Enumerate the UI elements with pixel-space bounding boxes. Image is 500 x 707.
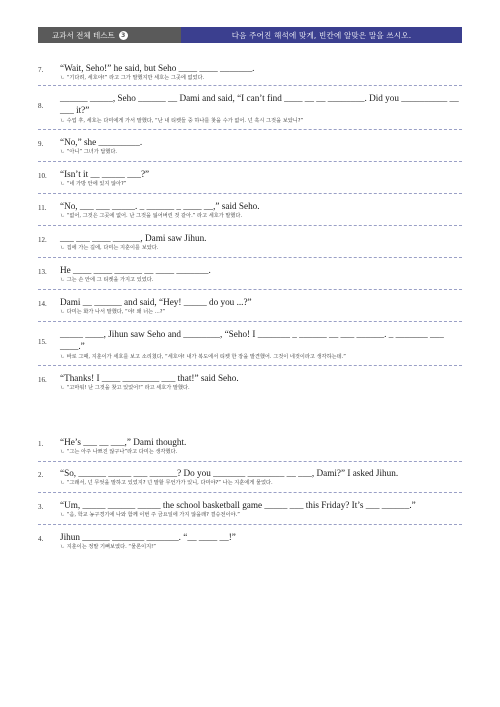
- question-translation: ㄴ “기다려, 세호야!” 라고 그가 말했지만 세호는 그곳에 없었다.: [60, 75, 205, 81]
- divider: [38, 257, 462, 258]
- test-title: 교과서 전체 테스트: [52, 30, 115, 40]
- question-translation: ㄴ 그는 손 안에 그 티켓을 가지고 있었다.: [60, 277, 154, 283]
- question-sentence: He ____ ____ ______ __ ____ _______.: [60, 265, 211, 275]
- divider: [38, 524, 462, 525]
- question-number: 3.: [38, 503, 44, 511]
- section-header: [38, 27, 462, 43]
- question-item: [38, 436, 462, 458]
- question-item: [38, 531, 462, 553]
- question-number: 11.: [38, 204, 47, 212]
- question-sentence: Dami __ ______ and said, “Hey! _____ do you ...?”: [60, 297, 252, 307]
- test-title-tab: [38, 27, 181, 43]
- question-number: 16.: [38, 376, 47, 384]
- question-sentence: “No, ___ ___ _____. _ ______ _ ____ __,” said Seho.: [60, 201, 260, 211]
- question-translation: ㄴ 지훈이는 정말 기뻐보였다. “물론이지!”: [60, 544, 156, 550]
- question-sentence: ______ _____, Seho ______ __ Dami and said, “I can’t find ____ __ __ ________. Did you __________ __ ___ it?”: [60, 93, 459, 115]
- question-number: 13.: [38, 268, 47, 276]
- question-number: 15.: [38, 338, 47, 346]
- question-translation: ㄴ 수업 후, 세호는 다미에게 가서 말했다, “난 내 티켓들 중 하나를 찾을 수가 없어. 넌 혹시 그것을 보았니?”: [60, 118, 304, 124]
- question-sentence: “Thanks! I ____ ________ ___ that!” said Seho.: [60, 373, 239, 383]
- question-item: [38, 296, 462, 318]
- question-translation: ㄴ “고마워! 난 그것을 찾고 있었어!” 라고 세호가 말했다.: [60, 385, 190, 391]
- question-translation: ㄴ 다미는 화가 나서 말했다, “야! 왜 너는 ...?”: [60, 309, 166, 315]
- question-item: [38, 232, 462, 254]
- question-sentence: ___ ___ ____ ______, Dami saw Jihun.: [60, 233, 207, 243]
- question-item: [38, 168, 462, 190]
- question-number: 12.: [38, 236, 47, 244]
- question-item: [38, 467, 462, 489]
- instruction-banner: 다음 주어진 해석에 맞게, 빈칸에 알맞은 말을 쓰시오.: [181, 27, 462, 43]
- question-number: 9.: [38, 140, 44, 148]
- question-sentence: Jihun ______ _______ _______. “__ ____ __!”: [60, 532, 236, 542]
- question-item: [38, 200, 462, 222]
- question-item: [38, 136, 462, 158]
- question-translation: ㄴ “음, 학교 농구경기에 나와 함께 이번 주 금요일에 가지 않을래? 결승전이야.”: [60, 512, 240, 518]
- question-sentence: “Um, _____ ______ _____ the school basketball game _____ ___ this Friday? It’s ___ ______.”: [60, 500, 416, 510]
- divider: [38, 225, 462, 226]
- question-number: 4.: [38, 535, 44, 543]
- question-item: [38, 499, 462, 521]
- divider: [38, 289, 462, 290]
- divider: [38, 492, 462, 493]
- question-sentence: _____ ____, Jihun saw Seho and ________, “Seho! I _______ _ ______ __ ___ ______. _ _______ ___ ____.”: [60, 329, 444, 351]
- question-translation: ㄴ 집에 가는 길에, 다미는 지훈이를 보았다.: [60, 245, 159, 251]
- question-sentence: “Isn’t it __ _____ ___?”: [60, 169, 150, 179]
- divider: [38, 365, 462, 366]
- question-number: 10.: [38, 172, 47, 180]
- divider: [38, 161, 462, 162]
- question-translation: ㄴ “없어, 그것은 그곳에 없어. 난 그것을 잃어버린 것 같아.” 라고 세호가 말했다.: [60, 213, 243, 219]
- question-sentence: “He’s ___ __ ___,” Dami thought.: [60, 437, 187, 447]
- question-sentence: “So, ______ _____ ___ ______? Do you _______ ________ __ ___, Dami?” I asked Jihun.: [60, 468, 399, 478]
- question-translation: ㄴ “그래서, 넌 무엇을 말하고 있었지? 넌 말할 무언가가 있니, 다미야?” 나는 지훈에게 물었다.: [60, 480, 273, 486]
- question-translation: ㄴ “네 가방 안에 있지 않아?”: [60, 181, 127, 187]
- divider: [38, 193, 462, 194]
- question-number: 7.: [38, 66, 44, 74]
- divider: [38, 461, 462, 462]
- question-number: 14.: [38, 300, 47, 308]
- question-sentence: “Wait, Seho!” he said, but Seho ____ ____ _______.: [60, 63, 255, 73]
- question-translation: ㄴ “그는 아주 나쁘진 않구나”라고 다미는 생각했다.: [60, 449, 178, 455]
- question-translation: ㄴ “아니” 그녀가 답했다.: [60, 149, 118, 155]
- test-number-badge: 3: [119, 31, 128, 40]
- divider: [38, 129, 462, 130]
- question-sentence: “No,” she _________.: [60, 137, 143, 147]
- divider: [38, 321, 462, 322]
- question-number: 8.: [38, 102, 44, 110]
- question-number: 1.: [38, 440, 44, 448]
- question-number: 2.: [38, 471, 44, 479]
- question-item: [38, 92, 462, 128]
- question-item: [38, 264, 462, 286]
- divider: [38, 85, 462, 86]
- question-item: [38, 328, 462, 364]
- question-translation: ㄴ 바로 그때, 지훈이가 세호를 보고 소리쳤다, “세호야! 내가 복도에서 티켓 한 장을 발견했어. 그것이 네것이라고 생각하는데.”: [60, 354, 346, 360]
- question-item: [38, 372, 462, 394]
- question-item: [38, 62, 462, 84]
